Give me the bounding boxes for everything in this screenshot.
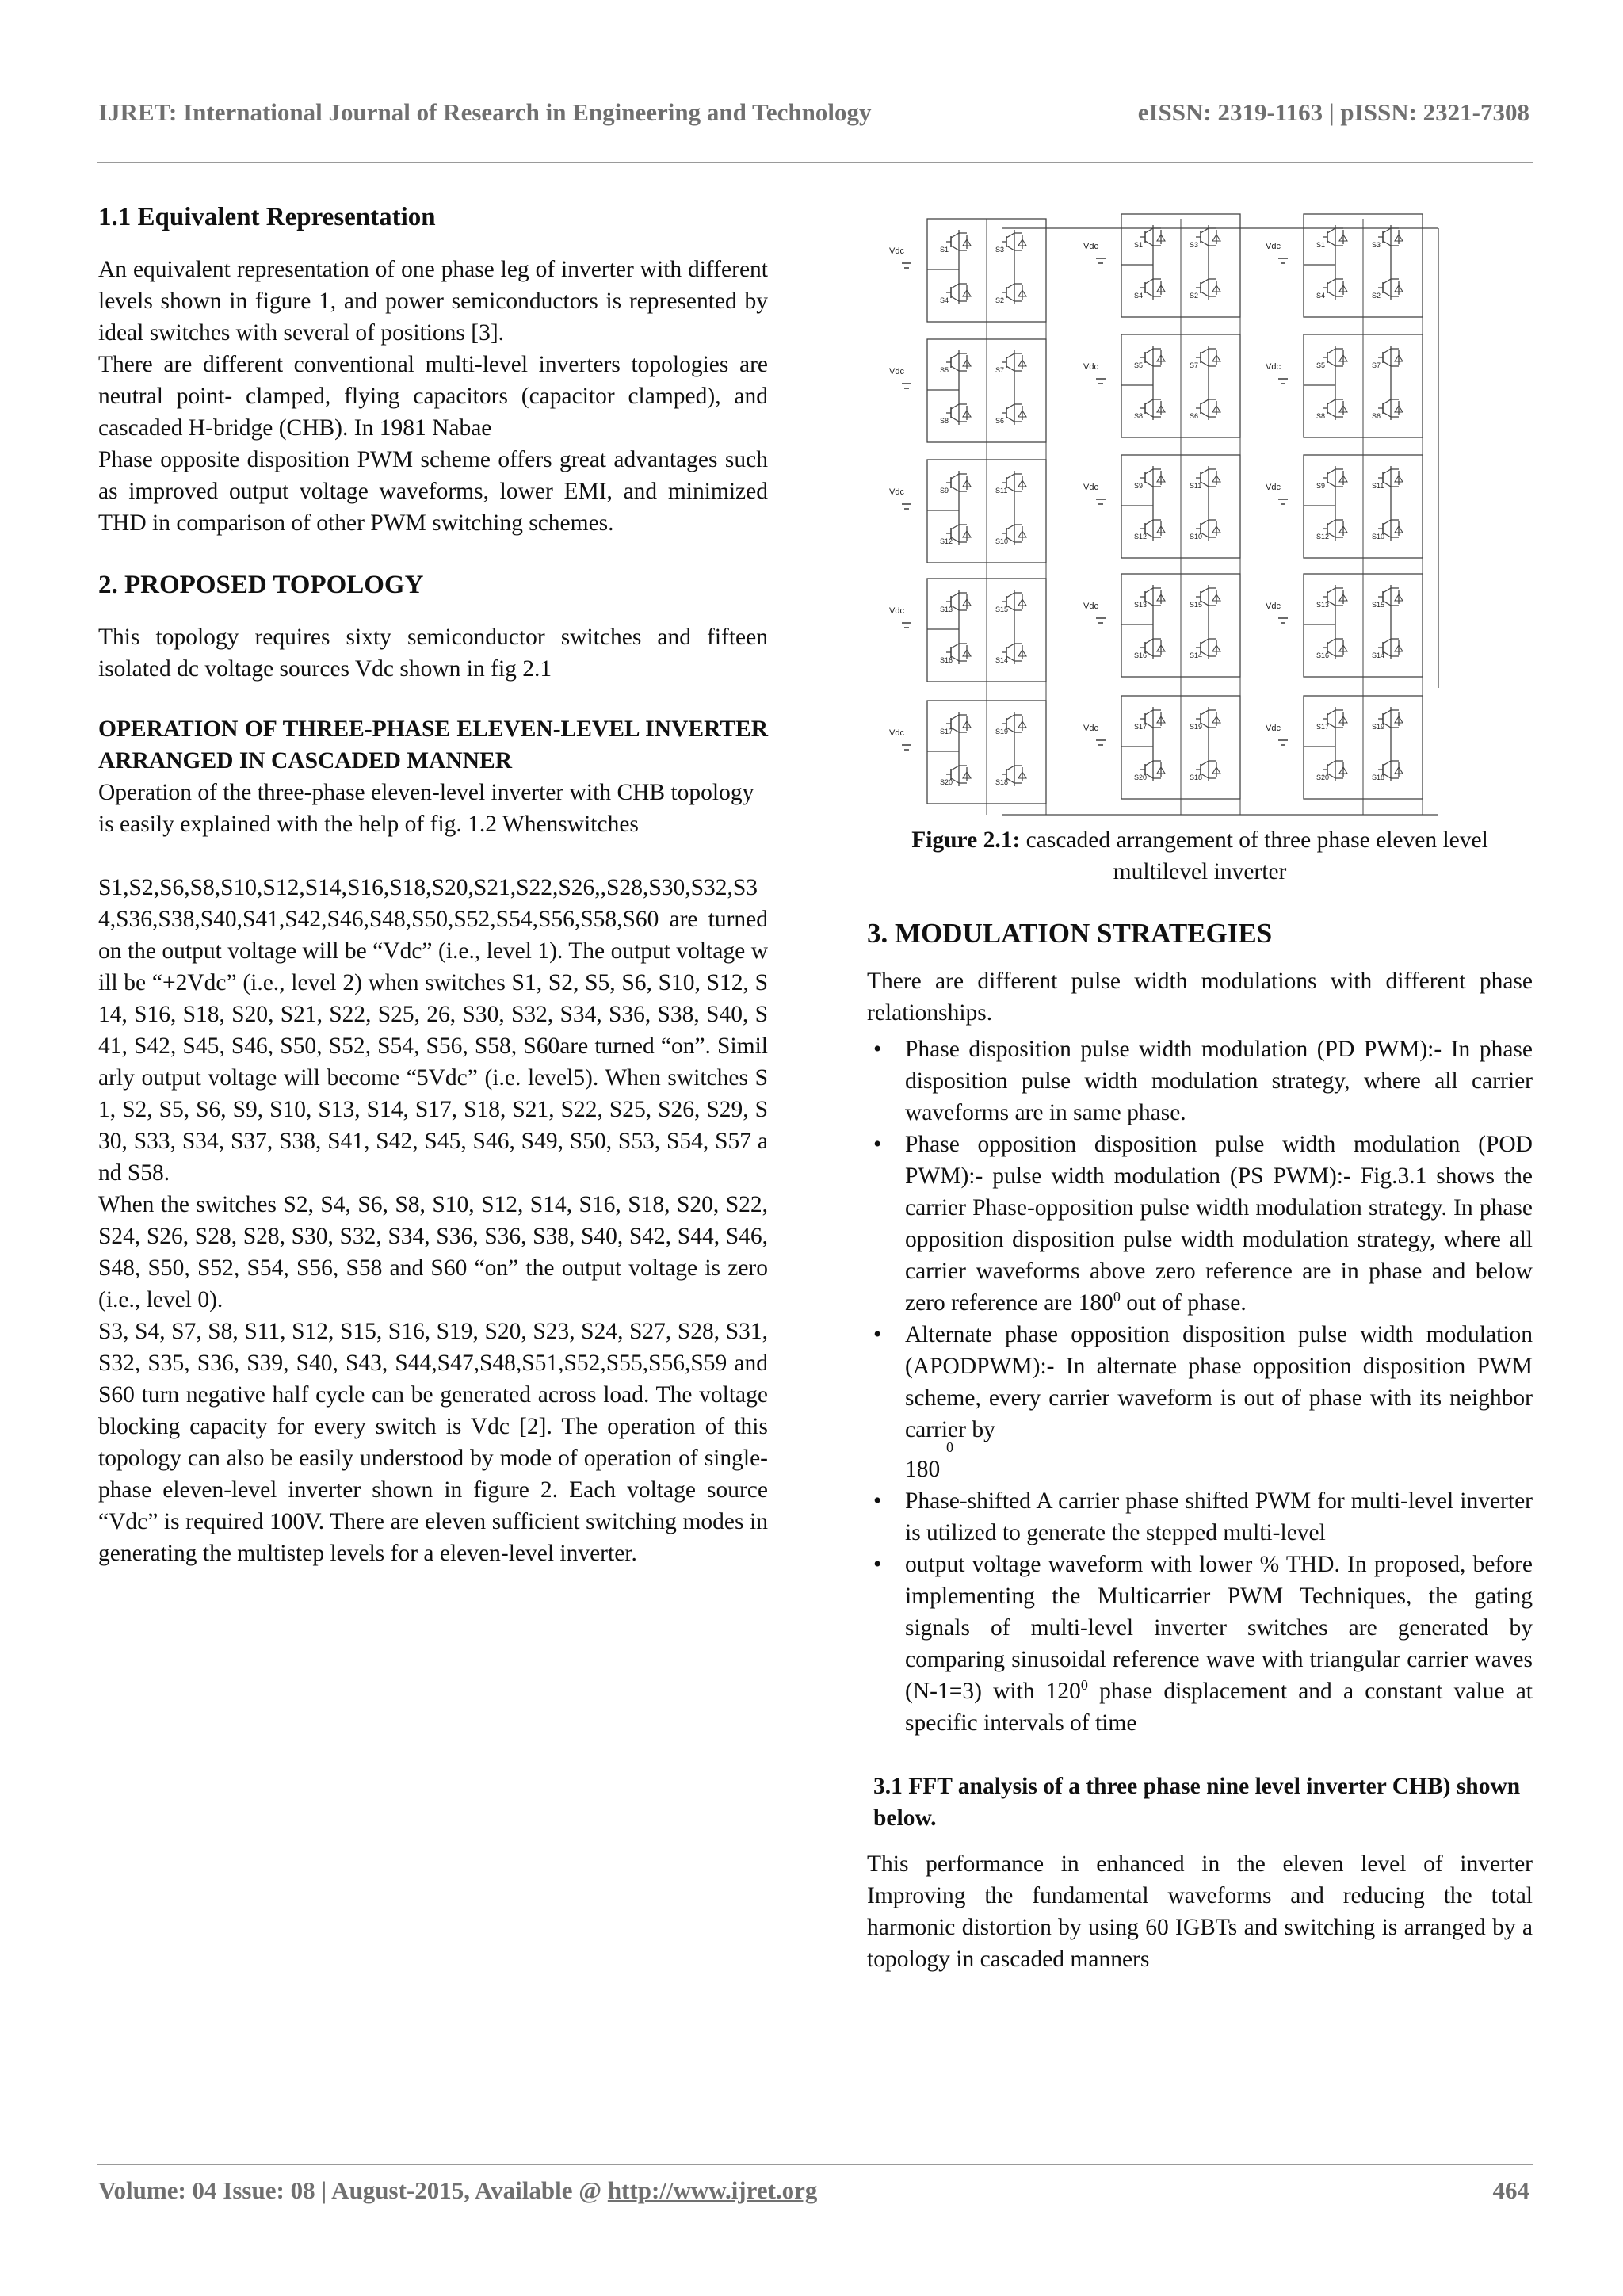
- list-item: • Phase disposition pulse width modulation (PD PWM):- In phase disposition pulse width modulation strategy, where all carrier waveforms are in same phase.: [867, 1033, 1533, 1129]
- wire: [951, 766, 959, 770]
- wire: [951, 284, 959, 288]
- journal-link[interactable]: http://www.ijret.org: [607, 2176, 818, 2204]
- list-item: • Phase opposition disposition pulse width modulation (POD PWM):- pulse width modulation (PS PWM):- Fig.3.1 shows the carrier Phase-opposition pulse width modulation strategy. In phase opposition disposition pulse width modulation strategy, where all carrier waveforms above zero reference are in phase and below zero reference are $180^0$ out of phase.: [867, 1129, 1533, 1319]
- wire: [1201, 761, 1209, 766]
- switch-label: S13: [1316, 601, 1330, 609]
- wire: [1201, 399, 1209, 404]
- wire: [951, 525, 959, 529]
- bullet: •: [873, 1322, 882, 1347]
- switch-label: S8: [1134, 412, 1144, 420]
- wire: [1145, 279, 1153, 284]
- section-1-1-title: 1.1 Equivalent Representation: [98, 203, 436, 231]
- switch-label: S10: [1372, 533, 1385, 541]
- section-2-title: 2. PROPOSED TOPOLOGY: [98, 571, 424, 599]
- wire: [1006, 404, 1014, 409]
- paragraph: S3, S4, S7, S8, S11, S12, S15, S16, S19, S20, S23, S24, S27, S28, S31, S32, S35, S36, S39, S40, S43, S44,S47,S48,S51,S52,S55,S56,S59 and S60 turn negative half cycle can be generated across load. The voltage blocking capacity for every switch is Vdc [2]. The operation of this topology can also be easily understood by mode of operation of single-phase eleven-level inverter shown in figure 2. Each voltage source “Vdc” is required 100V. There are eleven sufficient switching modes in generating the multistep levels for a eleven-level inverter.: [98, 1319, 768, 1566]
- wire: [1327, 588, 1335, 593]
- volume-info: Volume: 04 Issue: 08 | August-2015, Available @ http://www.ijret.org: [98, 2176, 818, 2204]
- switch-label: Vdc: [1083, 602, 1098, 611]
- switch-label: Vdc: [889, 487, 904, 497]
- switch-label: S3: [995, 246, 1005, 254]
- switch-label: Vdc: [1266, 724, 1281, 733]
- issn: eISSN: 2319-1163 | pISSN: 2321-7308: [1137, 98, 1529, 126]
- wire: [1201, 469, 1209, 474]
- list-item: • Alternate phase opposition disposition pulse width modulation (APODPWM):- In alternate phase opposition disposition PWM scheme, every carrier waveform is out of phase with its neighbor carrier by 0 180: [867, 1319, 1533, 1485]
- switch-label: S16: [940, 656, 953, 664]
- wire: [1201, 588, 1209, 593]
- paragraph: This topology requires sixty semiconductor switches and fifteen isolated dc voltage sources Vdc shown in fig 2.1: [98, 625, 768, 682]
- switch-label: S18: [1190, 774, 1203, 781]
- switch-label: S7: [1372, 361, 1381, 369]
- wire: [951, 417, 959, 422]
- switch-label: Vdc: [889, 728, 904, 738]
- switch-label: S11: [995, 487, 1008, 495]
- wire: [1006, 766, 1014, 770]
- wire: [1383, 228, 1391, 233]
- switch-label: Vdc: [1083, 483, 1098, 492]
- switch-label: S16: [1316, 651, 1330, 659]
- switch-label: Vdc: [1083, 724, 1098, 733]
- paragraph: There are different conventional multi-level inverters topologies are neutral point- clamped, flying capacitors (capacitor clamped), and cascaded H-bridge (CHB). In 1981 Nabae: [98, 352, 768, 441]
- wire: [1327, 482, 1335, 487]
- wire: [1201, 639, 1209, 644]
- wire: [951, 246, 959, 250]
- switch-label: S3: [1372, 241, 1381, 249]
- switch-label: S14: [1372, 651, 1385, 659]
- wire: [1145, 399, 1153, 404]
- figure-2-1-circuit: [884, 212, 1494, 825]
- wire: [1145, 482, 1153, 487]
- wire: [1145, 412, 1153, 417]
- left-column: [98, 200, 768, 1569]
- switch-label: S15: [1190, 601, 1203, 609]
- wire: [1145, 710, 1153, 715]
- switch-label: S5: [1134, 361, 1144, 369]
- wire: [951, 487, 959, 491]
- wire: [1145, 349, 1153, 353]
- wire: [1201, 349, 1209, 353]
- bullet: •: [873, 1132, 882, 1157]
- wire: [1145, 361, 1153, 366]
- page-number: 464: [1492, 2176, 1529, 2204]
- list-item: • Phase-shifted A carrier phase shifted PWM for multi-level inverter is utilized to generate the stepped multi-level: [867, 1485, 1533, 1549]
- journal-name: IJRET: International Journal of Research in Engineering and Technology: [98, 98, 872, 126]
- wire: [1006, 715, 1014, 720]
- wire: [1145, 228, 1153, 233]
- paragraph: S1,S2,S6,S8,S10,S12,S14,S16,S18,S20,S21,S22,S26,,S28,S30,S32,S34,S36,S38,S40,S41,S42,S46,S48,S50,S52,S54,S56,S58,S60 are turned on the output voltage will be “Vdc” (i.e., level 1). The output voltage will be “+2Vdc” (i.e., level 2) when switches S1, S2, S5, S6, S10, S12, S14, S16, S18, S20, S21, S22, S25, 26, S30, S32, S34, S36, S38, S40, S41, S42, S45, S46, S50, S52, S54, S56, S58, S60are turned “on”. Similarly output voltage will become “5Vdc” (i.e. level5). When switches S1, S2, S5, S6, S9, S10, S13, S14, S17, S18, S21, S22, S25, S26, S29, S30, S33, S34, S37, S38, S41, S42, S45, S46, S49, S50, S53, S54, S57 and S58.: [98, 875, 768, 1186]
- switch-label: S3: [1190, 241, 1199, 249]
- wire: [951, 353, 959, 358]
- caption-text: cascaded arrangement of three phase eleven level multilevel inverter: [1025, 827, 1488, 884]
- switch-label: S4: [1134, 292, 1144, 300]
- wire: [1145, 588, 1153, 593]
- switch-label: S1: [1316, 241, 1326, 249]
- wire: [1383, 588, 1391, 593]
- switch-label: S2: [1372, 292, 1381, 300]
- switch-label: S13: [1134, 601, 1148, 609]
- switch-label: S5: [1316, 361, 1326, 369]
- section-3-1-title: 3.1 FFT analysis of a three phase nine level inverter CHB) shown below.: [873, 1774, 1521, 1831]
- wire: [1383, 482, 1391, 487]
- switch-label: S10: [995, 537, 1009, 545]
- paragraph: Operation of the three-phase eleven-level inverter with CHB topology is easily explained with the help of fig. 1.2 Whenswitches: [98, 780, 754, 837]
- wire: [1006, 366, 1014, 371]
- wire: [1006, 296, 1014, 301]
- wire: [1201, 292, 1209, 296]
- wire: [1327, 349, 1335, 353]
- wire: [1145, 639, 1153, 644]
- switch-label: S6: [995, 417, 1005, 425]
- footer-rule: [97, 2164, 1533, 2165]
- switch-label: S17: [940, 728, 953, 735]
- switch-label: S9: [1316, 482, 1326, 490]
- wire: [1006, 525, 1014, 529]
- wire: [1327, 292, 1335, 296]
- switch-label: S17: [1134, 723, 1148, 731]
- wire: [1006, 474, 1014, 479]
- wire: [1201, 279, 1209, 284]
- wire: [1327, 279, 1335, 284]
- switch-label: S19: [995, 728, 1009, 735]
- wire: [1201, 520, 1209, 525]
- wire: [1006, 353, 1014, 358]
- wire: [1201, 361, 1209, 366]
- switch-label: S2: [1190, 292, 1199, 300]
- switch-label: Vdc: [1266, 483, 1281, 492]
- paragraph: An equivalent representation of one phase leg of inverter with different levels shown in figure 1, and power semiconductors is represented by ideal switches with several of positions [3].: [98, 257, 768, 346]
- wire: [1006, 487, 1014, 491]
- switch-label: S4: [940, 296, 949, 304]
- switch-label: S17: [1316, 723, 1330, 731]
- wire: [1383, 710, 1391, 715]
- switch-label: S9: [940, 487, 949, 495]
- switch-label: S2: [995, 296, 1005, 304]
- switch-label: S19: [1190, 723, 1203, 731]
- switch-label: S14: [995, 656, 1009, 664]
- switch-label: S12: [940, 537, 953, 545]
- switch-label: S7: [995, 366, 1005, 374]
- switch-label: S20: [940, 778, 953, 786]
- wire: [1383, 361, 1391, 366]
- wire: [1145, 761, 1153, 766]
- switch-label: S7: [1190, 361, 1199, 369]
- operation-heading: OPERATION OF THREE-PHASE ELEVEN-LEVEL INVERTER ARRANGED IN CASCADED MANNER: [98, 716, 768, 774]
- wire: [1383, 469, 1391, 474]
- wire: [1383, 761, 1391, 766]
- switch-label: Vdc: [889, 246, 904, 256]
- wire: [1383, 279, 1391, 284]
- wire: [1006, 233, 1014, 238]
- wire: [951, 593, 959, 598]
- bullet: •: [873, 1552, 882, 1577]
- wire: [1201, 241, 1209, 246]
- wire: [1145, 292, 1153, 296]
- wire: [951, 474, 959, 479]
- switch-label: S11: [1372, 482, 1384, 490]
- switch-label: Vdc: [889, 367, 904, 376]
- wire: [951, 366, 959, 371]
- running-footer: [98, 2176, 1529, 2213]
- wire: [1201, 228, 1209, 233]
- switch-label: S6: [1372, 412, 1381, 420]
- switch-label: Vdc: [1083, 242, 1098, 251]
- switch-label: Vdc: [1266, 362, 1281, 372]
- wire: [1201, 412, 1209, 417]
- wire: [1145, 469, 1153, 474]
- switch-label: S9: [1134, 482, 1144, 490]
- switch-label: S15: [1372, 601, 1385, 609]
- switch-label: S10: [1190, 533, 1203, 541]
- paragraph: When the switches S2, S4, S6, S8, S10, S12, S14, S16, S18, S20, S22, S24, S26, S28, S28, S30, S32, S34, S36, S36, S38, S40, S42, S44, S46, S48, S50, S52, S54, S56, S58 and S60 “on” the output voltage is zero (i.e., level 0).: [98, 1192, 768, 1312]
- switch-label: S12: [1134, 533, 1148, 541]
- wire: [1327, 412, 1335, 417]
- wire: [1006, 417, 1014, 422]
- wire: [1383, 241, 1391, 246]
- switch-label: S20: [1134, 774, 1148, 781]
- wire: [1327, 710, 1335, 715]
- switch-label: Vdc: [1266, 242, 1281, 251]
- switch-label: S12: [1316, 533, 1330, 541]
- wire: [1383, 349, 1391, 353]
- switch-label: S1: [940, 246, 949, 254]
- wire: [1006, 644, 1014, 648]
- modulation-list: [867, 1033, 1533, 1739]
- wire: [1383, 412, 1391, 417]
- wire: [1201, 482, 1209, 487]
- wire: [1201, 710, 1209, 715]
- switch-label: Vdc: [889, 606, 904, 616]
- switch-label: S4: [1316, 292, 1326, 300]
- wire: [1327, 639, 1335, 644]
- switch-label: S20: [1316, 774, 1330, 781]
- wire: [1327, 520, 1335, 525]
- figure-caption: [867, 824, 1533, 888]
- switch-label: S6: [1190, 412, 1199, 420]
- wire: [951, 233, 959, 238]
- switch-label: S11: [1190, 482, 1202, 490]
- switch-label: Vdc: [1083, 362, 1098, 372]
- switch-label: S1: [1134, 241, 1144, 249]
- list-item: • output voltage waveform with lower % THD. In proposed, before implementing the Multicarrier PWM Techniques, the gating signals of multi-level inverter switches are generated by comparing sinusoidal reference wave with triangular carrier waves (N-1=3) with $120^0$ phase displacement and a constant value at specific intervals of time: [867, 1549, 1533, 1739]
- caption-label: Figure 2.1:: [911, 827, 1021, 853]
- cascaded-inverter-diagram: [884, 212, 1494, 825]
- switch-label: S16: [1134, 651, 1148, 659]
- wire: [1006, 593, 1014, 598]
- wire: [1327, 399, 1335, 404]
- paragraph: Phase opposite disposition PWM scheme offers great advantages such as improved output voltage waveforms, lower EMI, and minimized THD in comparison of other PWM switching schemes.: [98, 447, 768, 536]
- switch-label: S5: [940, 366, 949, 374]
- switch-label: S18: [995, 778, 1009, 786]
- switch-label: S14: [1190, 651, 1203, 659]
- wire: [1383, 399, 1391, 404]
- header-rule: [97, 162, 1533, 163]
- switch-label: S8: [940, 417, 949, 425]
- wire: [951, 404, 959, 409]
- wire: [1383, 292, 1391, 296]
- switch-label: S8: [1316, 412, 1326, 420]
- switch-label: S18: [1372, 774, 1385, 781]
- wire: [1006, 246, 1014, 250]
- switch-label: S13: [940, 606, 953, 613]
- section-3-title: 3. MODULATION STRATEGIES: [867, 918, 1273, 949]
- bullet: •: [873, 1037, 882, 1062]
- wire: [1383, 520, 1391, 525]
- paragraph: There are different pulse width modulations with different phase relationships.: [867, 968, 1533, 1026]
- wire: [1327, 361, 1335, 366]
- switch-label: S19: [1372, 723, 1385, 731]
- right-column: [867, 824, 1533, 1975]
- wire: [1327, 241, 1335, 246]
- wire: [951, 296, 959, 301]
- wire: [1327, 228, 1335, 233]
- wire: [951, 715, 959, 720]
- wire: [1327, 469, 1335, 474]
- switch-label: S15: [995, 606, 1009, 613]
- wire: [1145, 241, 1153, 246]
- switch-label: Vdc: [1266, 602, 1281, 611]
- running-header: [98, 98, 1529, 135]
- bullet: •: [873, 1488, 882, 1514]
- wire: [1006, 284, 1014, 288]
- wire: [951, 644, 959, 648]
- wire: [1327, 761, 1335, 766]
- paragraph: This performance in enhanced in the eleven level of inverter Improving the fundamental waveforms and reducing the total harmonic distortion by using 60 IGBTs and switching is arranged by a topology in cascaded manners: [867, 1851, 1533, 1972]
- wire: [1383, 639, 1391, 644]
- wire: [1145, 520, 1153, 525]
